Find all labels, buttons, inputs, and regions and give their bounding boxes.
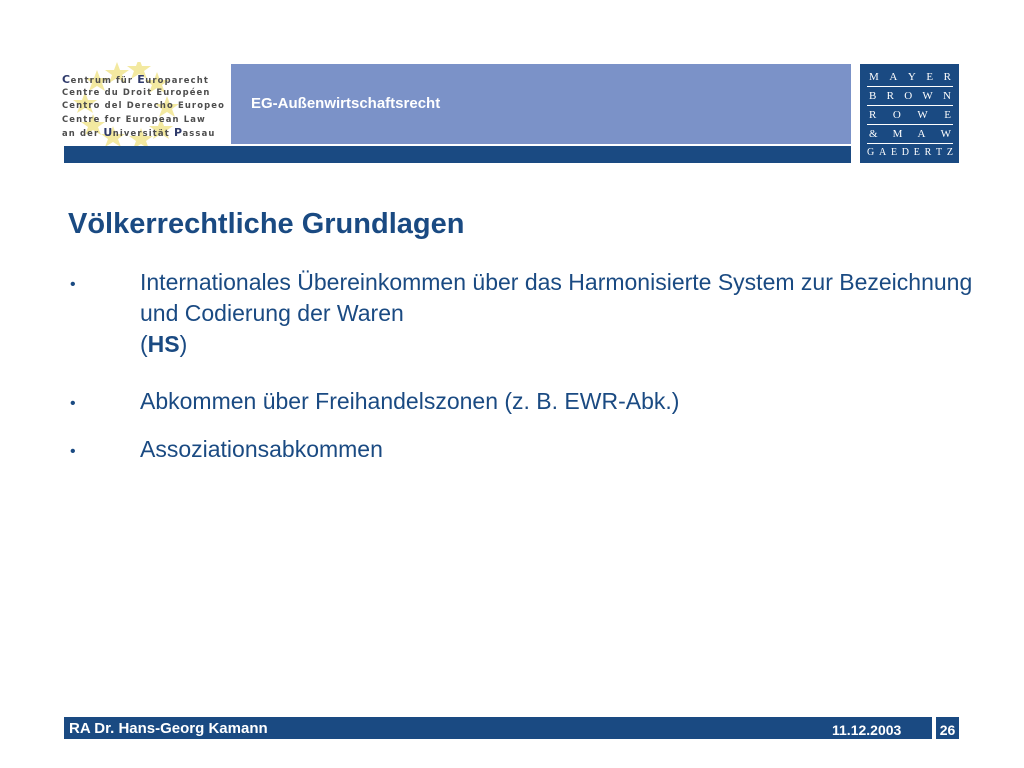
logo-letter: W — [940, 127, 951, 140]
logo-line: Centrum für Europarecht — [62, 73, 210, 86]
abbr-hs: HS — [147, 331, 180, 357]
logo-letter: R — [869, 108, 877, 121]
logo-letter: A — [878, 147, 887, 158]
logo-letter: R — [886, 89, 894, 102]
logo-letter: N — [943, 89, 951, 102]
logo-letter: & — [869, 127, 878, 140]
logo-letter: M — [892, 127, 903, 140]
logo-letter: D — [901, 147, 910, 158]
mayer-brown-logo — [860, 64, 959, 163]
centre-european-law-logo — [57, 62, 229, 146]
logo-letter: E — [890, 147, 898, 158]
footer-date: 11.12.2003 — [832, 722, 902, 738]
logo-letter: G — [867, 147, 875, 158]
logo-letter: B — [869, 89, 877, 102]
logo-text-lines — [62, 73, 228, 139]
logo-row-brown — [867, 87, 953, 104]
logo-letter: A — [917, 127, 926, 140]
bullet-item — [140, 434, 1010, 465]
bullet-text: Internationales Übereinkommen über das Harmonisierte System zur Bezeichnung und Codierung der Waren — [140, 269, 973, 326]
logo-letter: O — [904, 89, 913, 102]
logo-letter: R — [943, 70, 951, 83]
logo-letter: M — [869, 70, 879, 83]
header-bar — [64, 146, 851, 163]
abbr-close: ) — [179, 331, 188, 357]
logo-letter: W — [917, 108, 928, 121]
logo-line: Centre du Droit Européen — [62, 87, 211, 98]
logo-letter: W — [922, 89, 933, 102]
bullet-marker: • — [70, 395, 76, 412]
bullet-text: Assoziationsabkommen — [140, 436, 383, 462]
logo-letter: Y — [907, 70, 916, 83]
logo-line: Centre for European Law — [62, 113, 206, 124]
bullet-marker: • — [70, 443, 76, 460]
logo-line: an der Universität Passau — [62, 125, 216, 139]
bullet-text: Abkommen über Freihandelszonen (z. B. EWR-Abk.) — [140, 388, 680, 414]
bullet-item — [140, 386, 1010, 417]
bullet-marker: • — [70, 276, 76, 293]
logo-letter: E — [944, 108, 951, 121]
slide-title: EG-Außenwirtschaftsrecht — [251, 95, 441, 112]
logo-letter: T — [936, 147, 943, 158]
logo-letter: Z — [946, 147, 953, 158]
logo-letter: A — [889, 70, 898, 83]
section-heading: Völkerrechtliche Grundlagen — [68, 208, 465, 240]
bullet-item — [140, 267, 1010, 360]
logo-letter: R — [924, 147, 932, 158]
footer-author: RA Dr. Hans-Georg Kamann — [69, 720, 268, 737]
logo-letter: E — [926, 70, 934, 83]
logo-row-rowe — [867, 106, 953, 123]
logo-row-mayer — [867, 68, 953, 85]
logo-row-gaedertz — [867, 144, 953, 161]
logo-letter: E — [913, 147, 920, 158]
logo-line: Centro del Derecho Europeo — [62, 100, 225, 111]
logo-row-maw — [867, 125, 953, 142]
abbr-open: ( — [140, 331, 148, 357]
page-number: 26 — [939, 722, 956, 738]
logo-letter: O — [892, 108, 901, 121]
